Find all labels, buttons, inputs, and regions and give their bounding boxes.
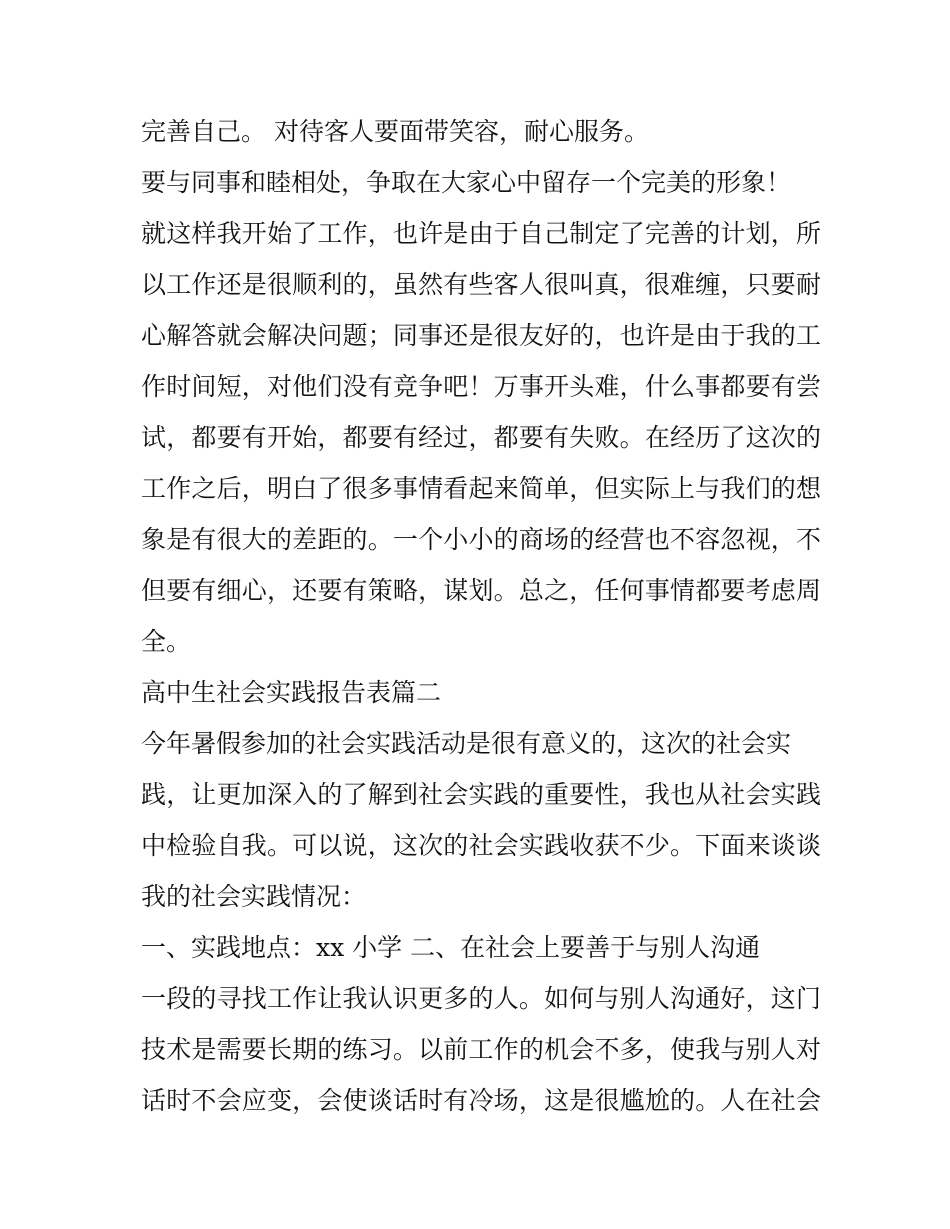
text-line-3: 就这样我开始了工作，也许是由于自己制定了完善的计划，所 <box>141 219 821 248</box>
text-line-5: 心解答就会解决问题；同事还是很友好的，也许是由于我的工 <box>141 321 821 350</box>
text-line-18: 一段的寻找工作让我认识更多的人。如何与别人沟通好，这门 <box>141 984 821 1013</box>
text-line-10: 但要有细心，还要有策略，谋划。总之，任何事情都要考虑周 <box>141 576 821 605</box>
text-line-4: 以工作还是很顺利的，虽然有些客人很叫真，很难缠，只要耐 <box>141 270 821 299</box>
text-line-1: 完善自己。 对待客人要面带笑容，耐心服务。 <box>141 117 649 146</box>
text-line-15: 中检验自我。可以说，这次的社会实践收获不少。下面来谈谈 <box>141 831 821 860</box>
section-heading: 高中生社会实践报告表篇二 <box>141 678 442 707</box>
text-line-9: 象是有很大的差距的。一个小小的商场的经营也不容忽视，不 <box>141 525 821 554</box>
text-line-14: 践，让更加深入的了解到社会实践的重要性，我也从社会实践 <box>141 780 821 809</box>
text-line-16: 我的社会实践情况： <box>141 882 367 911</box>
text-line-17: 一、实践地点：xx 小学 二、在社会上要善于与别人沟通 <box>141 933 761 962</box>
text-line-7: 试，都要有开始，都要有经过，都要有失败。在经历了这次的 <box>141 423 821 452</box>
text-line-6: 作时间短，对他们没有竞争吧！万事开头难，什么事都要有尝 <box>141 372 821 401</box>
document-body <box>141 106 821 1126</box>
text-line-13: 今年暑假参加的社会实践活动是很有意义的，这次的社会实 <box>141 729 792 758</box>
text-line-2: 要与同事和睦相处，争取在大家心中留存一个完美的形象！ <box>141 168 792 197</box>
text-line-20: 话时不会应变，会使谈话时有冷场，这是很尴尬的。人在社会 <box>141 1086 821 1115</box>
text-line-11: 全。 <box>141 627 192 656</box>
text-line-19: 技术是需要长期的练习。以前工作的机会不多，使我与别人对 <box>141 1035 821 1064</box>
text-line-8: 工作之后，明白了很多事情看起来简单，但实际上与我们的想 <box>141 474 821 503</box>
